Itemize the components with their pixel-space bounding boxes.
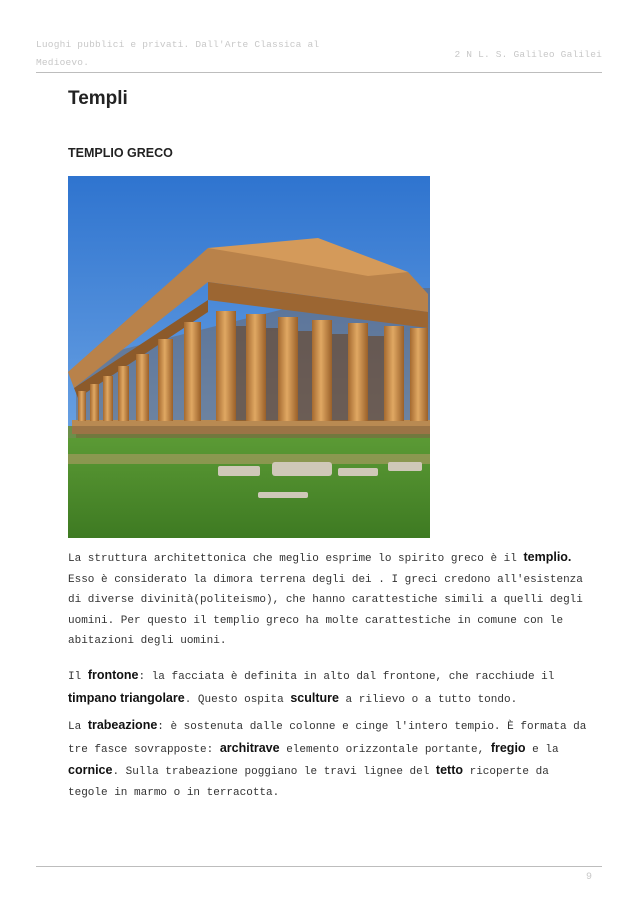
- term-tetto: tetto: [435, 763, 463, 777]
- paragraph-frontone: [68, 665, 588, 710]
- text-run: Il: [68, 671, 88, 683]
- term-timpano: timpano triangolare: [68, 690, 185, 705]
- term-frontone: frontone: [87, 668, 139, 682]
- text-run: : è sostenuta dalle colonne e cinge l'intero tempio. È formata da tre fasce sovrapposte:: [68, 721, 587, 756]
- section-subtitle: TEMPLIO GRECO: [68, 146, 173, 160]
- text-run: : la facciata è definita in alto dal frontone, che racchiude il: [138, 671, 555, 683]
- paragraph-trabeazione: [68, 715, 588, 803]
- text-run: . Questo ospita: [184, 693, 291, 706]
- term-fregio: fregio: [490, 740, 526, 755]
- page-number: 9: [585, 872, 592, 883]
- term-sculture: sculture: [290, 690, 339, 705]
- header-school: 2 N L. S. Galileo Galilei: [454, 49, 602, 60]
- term-templio: templio.: [523, 550, 572, 564]
- text-run: Esso è considerato la dimora terrena degli dei . I greci credono all'esistenza di diverse divinità(politeismo), che hanno carattestiche simili a quelli degli uomini. Per questo il templio greco ha molte carattestiche in comune con le abitazioni degli uomini.: [68, 573, 583, 647]
- text-run: a rilievo o a tutto tondo.: [338, 693, 518, 706]
- footer-divider: [36, 866, 602, 867]
- page-header: [36, 36, 602, 72]
- header-title: Luoghi pubblici e privati. Dall'Arte Classica al Medioevo.: [36, 39, 320, 68]
- term-cornice: cornice: [68, 763, 113, 777]
- text-run: La: [68, 721, 88, 733]
- paragraph-intro: [68, 547, 588, 652]
- text-run: elemento orizzontale portante,: [279, 743, 491, 756]
- term-architrave: architrave: [219, 740, 280, 755]
- text-run: . Sulla trabeazione poggiano le travi lignee del: [112, 766, 436, 778]
- greek-temple-photo: [68, 176, 430, 538]
- page-title: Templi: [68, 88, 128, 109]
- text-run: e la: [525, 743, 559, 756]
- text-run: La struttura architettonica che meglio esprime lo spirito greco è il: [68, 553, 524, 565]
- text-run: ricoperte da tegole in marmo o in terracotta.: [68, 766, 549, 799]
- term-trabeazione: trabeazione: [87, 718, 158, 732]
- header-divider: [36, 72, 602, 73]
